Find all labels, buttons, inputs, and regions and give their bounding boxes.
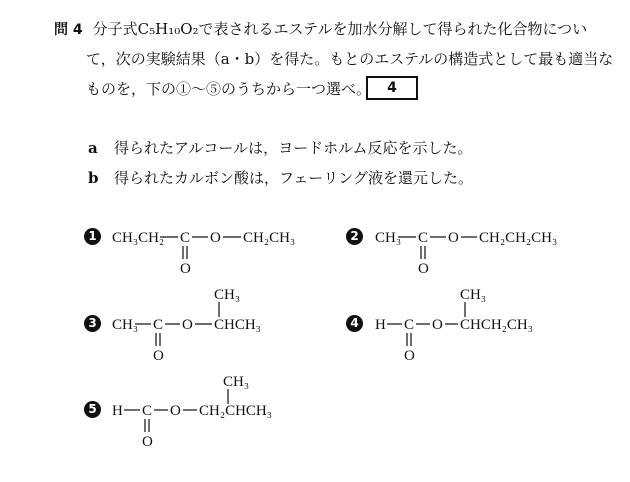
choice-4-group-2: CHCH₂CH₃ [460,317,533,333]
choice-3-carbonyl-c: C [153,317,164,333]
choice-3-group-1: CH₃ [112,317,139,333]
choice-1-number: 1 [84,228,101,245]
condition-a-label: a [88,139,98,157]
choice-1-group-1: CH₃CH₂ [112,230,165,246]
choice-3-branch: CH₃ [214,287,241,303]
choice-3-number: 3 [84,315,101,332]
choice-5-ester-o: O [170,403,181,419]
choice-3-formula [112,287,261,364]
choice-2-group-1: CH₃ [375,230,402,246]
choice-2-carbonyl-o: O [418,261,429,277]
choice-4-formula [375,287,533,364]
choice-2-group-2: CH₂CH₂CH₃ [479,230,558,246]
condition-b-label: b [88,169,99,187]
choice-1-group-2: CH₂CH₃ [243,230,296,246]
choice-1-ester-o: O [210,230,221,246]
choice-4-carbonyl-c: C [404,317,415,333]
question-number: 問 4 [54,22,83,38]
condition-a-text: 得られたアルコールは，ヨードホルム反応を示した。 [114,139,473,157]
choice-3-group-2: CHCH₃ [214,317,261,333]
choice-1-carbonyl-o: O [180,261,191,277]
choice-3-ester-o: O [182,317,193,333]
choice-3-carbonyl-o: O [153,348,164,364]
choice-5-group-2: CH₂CHCH₃ [199,403,272,419]
choice-2-ester-o: O [448,230,459,246]
choice-4-carbonyl-o: O [404,348,415,364]
choice-5-carbonyl-c: C [142,403,153,419]
choice-1-formula [112,230,295,277]
choice-4-branch: CH₃ [460,287,487,303]
choice-2-number: 2 [346,228,363,245]
answer-box: 4 [366,76,418,100]
question-text-3: ものを，下の①～⑤のうちから一つ選べ。 [86,80,372,98]
choice-5-branch: CH₃ [223,374,250,390]
question-text-2: て，次の実験結果（a・b）を得た。もとのエステルの構造式として最も適当な [86,50,614,68]
choice-4-number: 4 [346,315,363,332]
choice-2-carbonyl-c: C [418,230,429,246]
choice-2-formula [375,230,557,277]
choice-5-carbonyl-o: O [142,434,153,450]
choice-5-number: 5 [84,401,101,418]
choice-4-ester-o: O [432,317,443,333]
choice-5-group-1: H [112,403,123,419]
choice-1-carbonyl-c: C [180,230,191,246]
choice-5-formula [112,374,272,450]
condition-b-text: 得られたカルボン酸は，フェーリング液を還元した。 [114,169,473,187]
question-text-1: 分子式C₅H₁₀O₂で表されるエステルを加水分解して得られた化合物につい [92,20,588,38]
choice-4-group-1: H [375,317,386,333]
